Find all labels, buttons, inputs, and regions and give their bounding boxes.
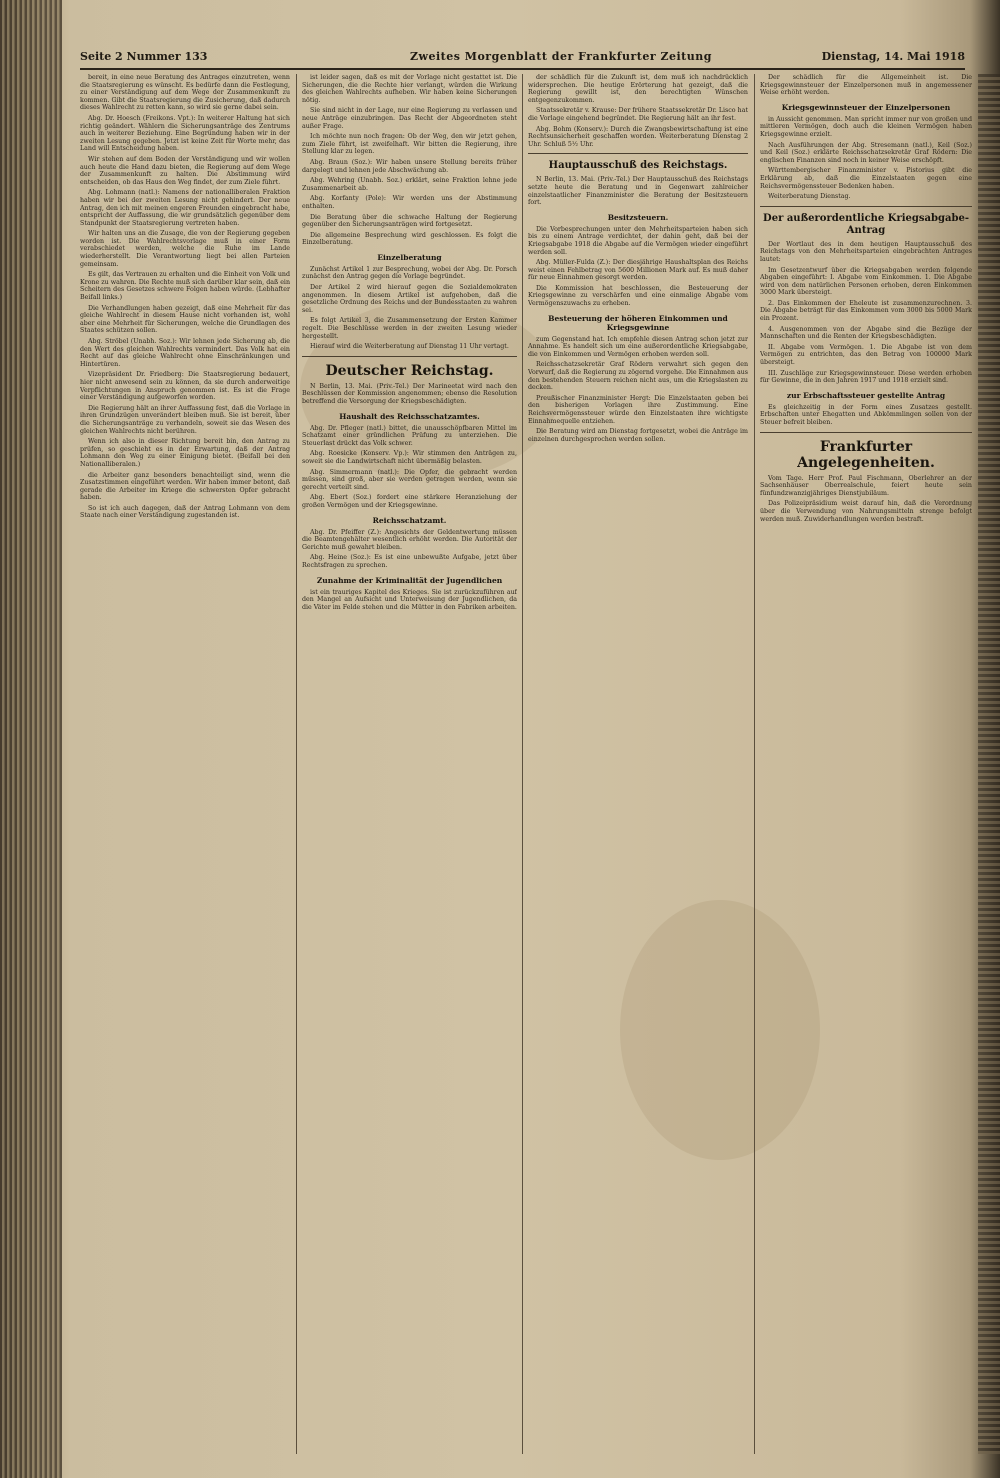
subheading-einzelberatung: Einzelberatung	[377, 252, 442, 262]
section-heading: Deutscher Reichstag.	[325, 362, 494, 379]
subheading: Besitzsteuern.	[607, 212, 669, 222]
column-rule	[522, 74, 523, 1454]
section-heading: Frankfurter Angelegenheiten.	[797, 438, 935, 471]
book-spine	[0, 0, 62, 1478]
section-heading: Der außerordentliche Kriegsabgabe-Antrag	[763, 212, 969, 236]
page-header	[80, 48, 965, 70]
subheading: Haushalt des Reichsschatzamtes.	[339, 411, 480, 421]
text-column-4: Der schädlich für die Allgemeinheit ist. Die Kriegsgewinnsteuer der Einzelpersonen muß in angemessener Weise erhöht werden. Kriegsgewinnsteuer der Einzelpersonen in Aussicht genommen. Man spricht immer nur von großen und mittleren Vermögen, doch auch die kleinen Vermögen haben Kriegsgewinne erzielt. Nach Ausführungen der Abg. Stresemann (natl.), Keil (Soz.) und Keil (Soz.) erklärte Reichsschatzsekretär Graf Rödern: Die englischen Finanzen sind noch in keiner Weise erschöpft. Württembergischer Finanzminister v. Pistorius gibt die Erklärung ab, daß die Einzelstaaten gegen eine Reichsvermögenssteuer Bedenken haben. Weiterberatung Dienstag. Der außerordentliche Kriegsabgabe-Antrag Der Wortlaut des in dem heutigen Hauptausschuß des Reichstags von den Mehrheitsparteien eingebrachten Antrages lautet: Im Gesetzentwurf über die Kriegsabgaben werden folgende Abgaben eingeführt: I. Abgabe vom Einkommen. 1. Die Abgabe wird von dem natürlichen Personen erhoben, deren Einkommen 3000 Mark übersteigt. 2. Das Einkommen der Eheleute ist zusammenzurechnen. 3. Die Abgabe beträgt für das Einkommen vom 3000 bis 5000 Mark ein Prozent. 4. Ausgenommen von der Abgabe sind die Bezüge der Mannschaften und die Renten der Kriegsbeschädigten. II. Abgabe vom Vermögen. 1. Die Abgabe ist von dem Vermögen zu entrichten, das den Betrag von 100000 Mark übersteigt. III. Zuschläge zur Kriegsgewinnsteuer. Diese werden erhoben für Gewinne, die in den Jahren 1917 und 1918 erzielt sind. zur Erbschaftssteuer gestellte Antrag Es gleichzeitig in der Form eines Zusatzes gestellt. Erbschaften unter Ehegatten und Abkömmlingen sollen von der Steuer befreit bleiben. Frankfurter Angelegenheiten. Vom Tage. Herr Prof. Paul Fischmann, Oberlehrer an der Sachsenhäuser Oberrealschule, feiert heute sein fünfundzwanzigjähriges Dienstjubiläum. Das Polizeipräsidium weist darauf hin, daß die Verordnung über die Verwendung von Nahrungsmitteln strenge befolgt werden muß. Zuwiderhandlungen werden bestraft.	[760, 74, 972, 523]
divider	[760, 432, 972, 433]
section-heading: Hauptausschuß des Reichstags.	[548, 160, 728, 172]
subheading-kriegsgewinn: Kriegsgewinnsteuer der Einzelpersonen	[781, 102, 951, 112]
text-column-2: ist leider sagen, daß es mit der Vorlage nicht gestattet ist. Die Sicherungen, die die Rechte hier verlangt, würden die Wirkung des gleichen Wahlrechts aufheben. Wir haben keine Sicherungen nötig. Sie sind nicht in der Lage, nur eine Regierung zu verlassen und neue Anträge einzubringen. Das Recht der Abgeordneten steht außer Frage. Ich möchte nun noch fragen: Ob der Weg, den wir jetzt gehen, zum Ziele führt, ist zweifelhaft. Wir bitten die Regierung, ihre Stellung klar zu legen. Abg. Braun (Soz.): Wir haben unsere Stellung bereits früher dargelegt und lehnen jede Abschwächung ab. Abg. Wehring (Unabh. Soz.) erklärt, seine Fraktion lehne jede Zusammenarbeit ab. Abg. Korfanty (Pole): Wir werden uns der Abstimmung enthalten. Die Beratung über die schwache Haltung der Regierung gegenüber den Sicherungsanträgen wird fortgesetzt. Die allgemeine Besprechung wird geschlossen. Es folgt die Einzelberatung. Einzelberatung Zunächst Artikel 1 zur Besprechung, wobei der Abg. Dr. Porsch zunächst den Antrag gegen die Vorlage begründet. Der Artikel 2 wird hierauf gegen die Sozialdemokraten angenommen. In diesem Artikel ist aufgehoben, daß die gesetzliche Ordnung des Reichs und der Bundesstaaten zu wahren sei. Es folgt Artikel 3, die Zusammensetzung der Ersten Kammer regelt. Die Beschlüsse werden in der zweiten Lesung wieder hergestellt. Hierauf wird die Weiterberatung auf Dienstag 11 Uhr vertagt. Deutscher Reichstag. N Berlin, 13. Mai. (Priv.-Tel.) Der Marineetat wird nach den Beschlüssen der Kommission angenommen; ebenso die Resolution betreffend die Versorgung der Kriegsbeschädigten. Haushalt des Reichsschatzamtes. Abg. Dr. Pfleger (natl.) bittet, die unausschöpfbaren Mittel im Schatzamt einer gründlichen Prüfung zu unterziehen. Die Steuerlast drückt das Volk schwer. Abg. Roesicke (Konserv. Vp.): Wir stimmen den Anträgen zu, soweit sie die Landwirtschaft nicht übermäßig belasten. Abg. Simmermann (natl.): Die Opfer, die gebracht werden müssen, sind groß, aber sie werden getragen werden, wenn sie gerecht verteilt sind. Abg. Ebert (Soz.) fordert eine stärkere Heranziehung der großen Vermögen und der Kriegsgewinne. Reichsschatzamt. Abg. Dr. Pfeiffer (Z.): Angesichts der Geldentwertung müssen die Beamtengehälter wesentlich erhöht werden. Die Autorität der Gerichte muß gewahrt bleiben. Abg. Heine (Soz.): Es ist eine unbewußte Aufgabe, jetzt über Rechtsfragen zu sprechen. Zunahme der Kriminalität der Jugendlichen ist ein trauriges Kapitel des Krieges. Sie ist zurückzuführen auf den Mangel an Aufsicht und Unterweisung der Jugendlichen, da die Väter im Felde stehen und die Mütter in den Fabriken arbeiten.	[302, 74, 517, 611]
paper-title: Zweites Morgenblatt der Frankfurter Zeitung	[410, 50, 712, 63]
column-rule	[754, 74, 755, 1454]
divider	[302, 356, 517, 357]
divider	[760, 206, 972, 207]
subheading: Reichsschatzamt.	[372, 515, 447, 525]
column-rule	[296, 74, 297, 1454]
subheading: Zunahme der Kriminalität der Jugendlichen	[316, 575, 503, 585]
divider	[528, 153, 748, 154]
issue-date: Dienstag, 14. Mai 1918	[821, 50, 965, 63]
page-edge	[978, 74, 1000, 1454]
page-label: Seite 2 Nummer 133	[80, 50, 208, 63]
subheading-besteuerung: Besteuerung der höheren Einkommen und Kriegsgewinne	[548, 313, 728, 332]
text-column-3: der schädlich für die Zukunft ist, dem muß ich nachdrücklich widersprechen. Die heutige Erörterung hat gezeigt, daß die Regierung gewillt ist, den berechtigten Wünschen entgegenzukommen. Staatssekretär v. Krause: Der frühere Staatssekretär Dr. Lisco hat die Vorlage eingehend begründet. Die Regierung hält an ihr fest. Abg. Bohm (Konserv.): Durch die Zwangsbewirtschaftung ist eine Rechtsunsicherheit geschaffen worden. Weiterberatung Dienstag 2 Uhr. Schluß 5½ Uhr. Hauptausschuß des Reichstags. N Berlin, 13. Mai. (Priv.-Tel.) Der Hauptausschuß des Reichstags setzte heute die Beratung und in Gegenwart zahlreicher einzelstaatlicher Finanzminister die Beratung der Besitzsteuern fort. Besitzsteuern. Die Vorbesprechungen unter den Mehrheitsparteien haben sich bis zu einem Antrage verdichtet, der dahin geht, daß bei der Kriegsabgabe 1918 die Abgabe auf die Vermögen wieder eingeführt werden soll. Abg. Müller-Fulda (Z.): Der diesjährige Haushaltsplan des Reichs weist einen Fehlbetrag von 5600 Millionen Mark auf. Es muß daher für neue Einnahmen gesorgt werden. Die Kommission hat beschlossen, die Besteuerung der Kriegsgewinne zu verschärfen und eine einmalige Abgabe vom Vermögenszuwachs zu erheben. Besteuerung der höheren Einkommen und Kriegsgewinne zum Gegenstand hat. Ich empfehle diesen Antrag schon jetzt zur Annahme. Es handelt sich um eine außerordentliche Kriegsabgabe, die von Einkommen und Vermögen erhoben werden soll. Reichsschatzsekretär Graf Rödern verwahrt sich gegen den Vorwurf, daß die Regierung zu zögernd vorgehe. Die Einnahmen aus den bestehenden Steuern reichen nicht aus, um die Kriegslasten zu decken. Preußischer Finanzminister Hergt: Die Einzelstaaten geben bei den bisherigen Vorlagen ihre Zustimmung. Eine Reichsvermögenssteuer würde den Einzelstaaten ihre wichtigste Einnahmequelle entziehen. Die Beratung wird am Dienstag fortgesetzt, wobei die Anträge im einzelnen durchgesprochen werden sollen.	[528, 74, 748, 443]
text-column-1: bereit, in eine neue Beratung des Antrages einzutreten, wenn die Staatsregierung es wünscht. Es bedürfe dann die Festlegung, zu einer Verständigung auf dem Wege der Zusammenkunft zu kommen. Gibt die Staatsregierung die Zusicherung, daß dadurch dieses Wahlrecht zu retten kann, so wird sie gerne dabei sein. Abg. Dr. Hoesch (Freikons. Vpt.): In weiterer Haltung hat sich richtig geändert. Wählern die Sicherungsanträge des Zentrums auch in weiterer Beziehung. Eine Begründung haben wir in der zweiten Lesung gegeben. Jetzt ist keine Zeit für Worte mehr, das Land will Entscheidung haben. Wir stehen auf dem Boden der Verständigung und wir wollen auch heute die Hand dazu bieten, die Regierung auf dem Wege der Zusammenkunft zu halten. Die Abstimmung wird entscheiden, ob das Haus den Weg findet, der zum Ziele führt. Abg. Lohmann (natl.): Namens der nationalliberalen Fraktion haben wir bei der zweiten Lesung nicht gehindert. Der neue Antrag, den ich mit meinen engeren Freunden eingebracht habe, entspricht der Auffassung, die wir grundsätzlich gegenüber dem Standpunkt der Staatsregierung vertreten haben. Wir halten uns an die Zusage, die von der Regierung gegeben worden ist. Die Wahlrechtsvorlage muß in einer Form verabschiedet werden, welche die Ruhe im Lande wiederherstellt. Die Verantwortung liegt bei allen Parteien gemeinsam. Es gilt, das Vertrauen zu erhalten und die Einheit von Volk und Krone zu wahren. Die Rechte muß sich darüber klar sein, daß ein Scheitern des Gesetzes schwere Folgen haben würde. (Lebhafter Beifall links.) Die Verhandlungen haben gezeigt, daß eine Mehrheit für das gleiche Wahlrecht in diesem Hause nicht vorhanden ist, wohl aber eine Mehrheit für Sicherungen, welche die Grundlagen des Staates schützen sollen. Abg. Ströbel (Unabh. Soz.): Wir lehnen jede Sicherung ab, die den Wert des gleichen Wahlrechts vermindert. Das Volk hat ein Recht auf das gleiche Wahlrecht ohne Einschränkungen und Hintertüren. Vizepräsident Dr. Friedberg: Die Staatsregierung bedauert, hier nicht anwesend sein zu können, da sie durch anderweitige Verpflichtungen in Anspruch genommen ist. Es ist die Frage einer Verständigung aufgeworfen worden. Die Regierung hält an ihrer Auffassung fest, daß die Vorlage in ihren Grundzügen unverändert bleiben muß. Sie ist bereit, über die Sicherungsanträge zu verhandeln, soweit sie das Wesen des gleichen Wahlrechts nicht berühren. Wenn ich also in dieser Richtung bereit bin, den Antrag zu prüfen, so geschieht es in der Erwartung, daß der Antrag Lohmann den Weg zu einer Einigung bietet. (Beifall bei den Nationalliberalen.) die Arbeiter ganz besonders benachteiligt sind, wenn die Zusatzstimmen eingeführt werden. Wir haben immer betont, daß gerade die Arbeiter im Kriege die schwersten Opfer gebracht haben. So ist ich auch dagegen, daß der Antrag Lohmann von dem Staate nach einer Verständigung zugestanden ist.	[80, 74, 290, 520]
subheading: zur Erbschaftssteuer gestellte Antrag	[786, 390, 946, 400]
